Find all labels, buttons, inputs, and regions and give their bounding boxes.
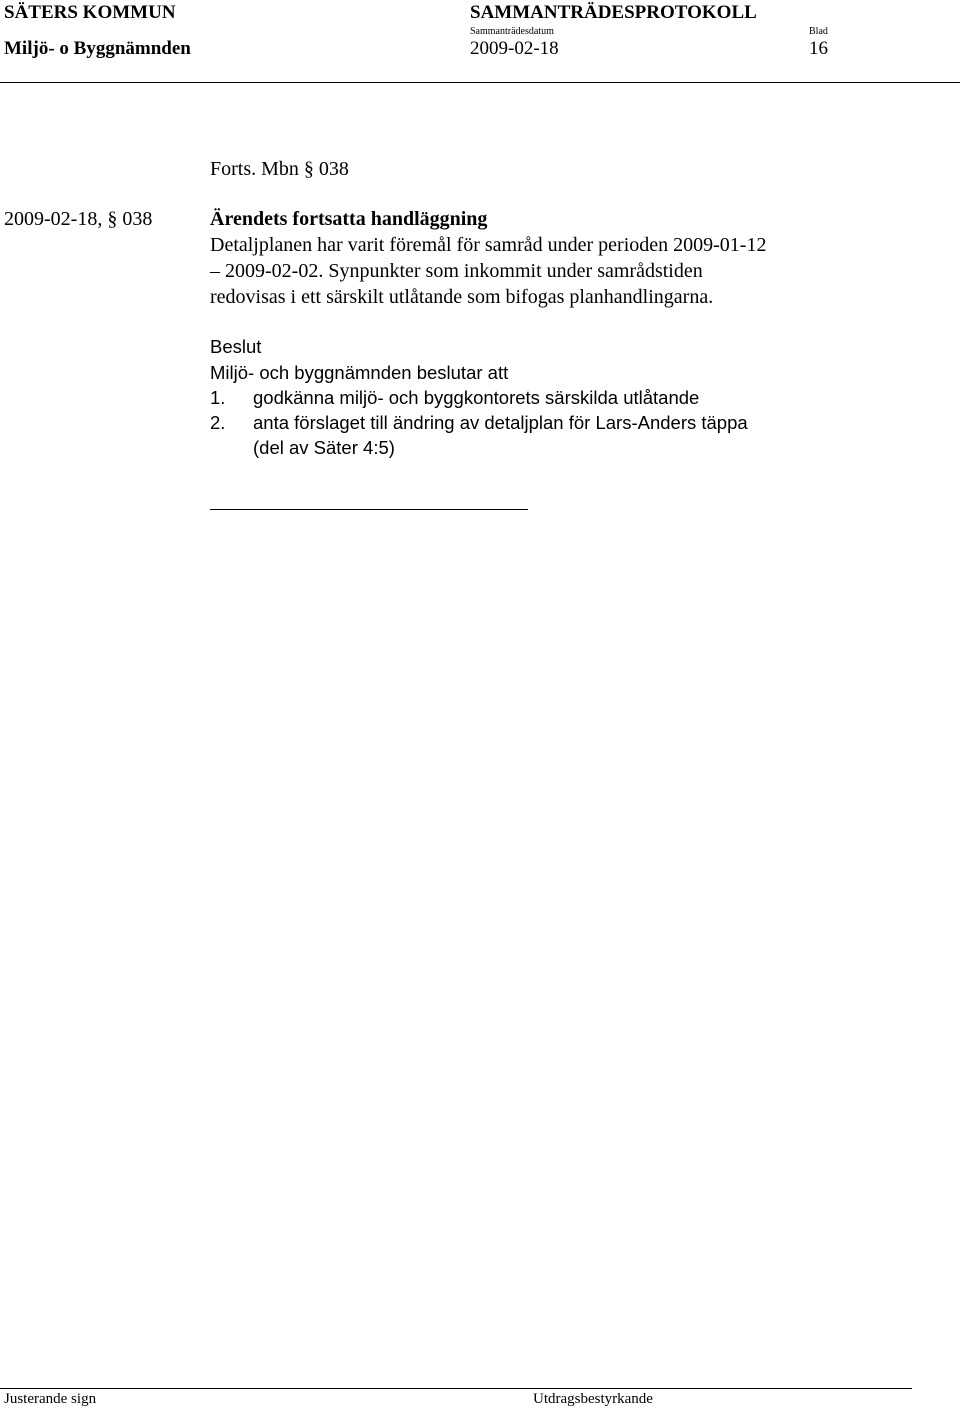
decision-point-1-text: godkänna miljö- och byggkontorets särskilda utlåtande <box>253 387 700 408</box>
footer-utdragsbestyrkande: Utdragsbestyrkande <box>533 1391 653 1407</box>
document-type: SAMMANTRÄDESPROTOKOLL <box>470 2 757 23</box>
item-text-line-1: Detaljplanen har varit föremål för samråd under perioden 2009-01-12 <box>210 234 767 256</box>
continuation-ref: Forts. Mbn § 038 <box>210 158 349 180</box>
date-label: Sammanträdesdatum <box>470 26 554 37</box>
item-text-line-2: – 2009-02-02. Synpunkter som inkommit under samrådstiden <box>210 260 703 282</box>
page-number: 16 <box>809 38 828 59</box>
decision-heading: Beslut <box>210 336 262 357</box>
footer-justerande-sign: Justerande sign <box>4 1391 97 1407</box>
end-rule <box>210 509 528 510</box>
decision-point-2-continuation: (del av Säter 4:5) <box>253 437 395 458</box>
item-reference: 2009-02-18, § 038 <box>4 208 153 230</box>
header-rule <box>0 82 960 83</box>
meeting-date: 2009-02-18 <box>470 38 559 59</box>
item-title: Ärendets fortsatta handläggning <box>210 208 488 230</box>
decision-point-2-number: 2. <box>210 412 226 433</box>
item-text-line-3: redovisas i ett särskilt utlåtande som bifogas planhandlingarna. <box>210 286 714 308</box>
decision-intro: Miljö- och byggnämnden beslutar att <box>210 362 509 383</box>
page-label: Blad <box>809 26 828 37</box>
decision-point-2-text: anta förslaget till ändring av detaljplan för Lars-Anders täppa <box>253 412 748 433</box>
decision-point-1-number: 1. <box>210 387 226 408</box>
municipality-name: SÄTERS KOMMUN <box>4 2 176 23</box>
footer-rule <box>0 1388 912 1389</box>
committee-name: Miljö- o Byggnämnden <box>4 38 191 59</box>
